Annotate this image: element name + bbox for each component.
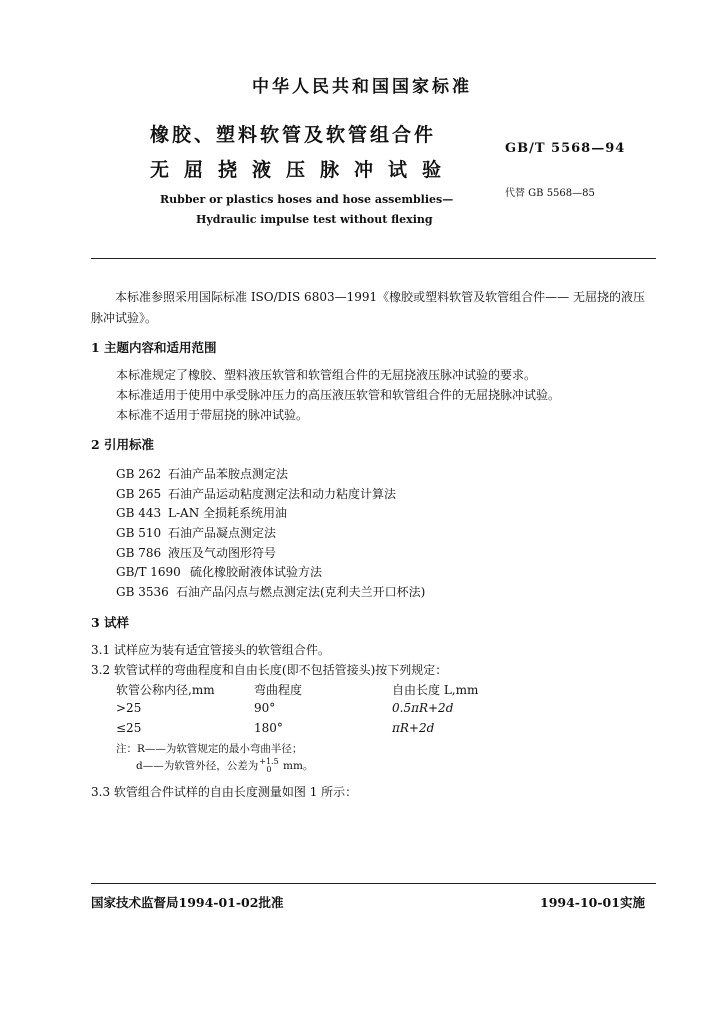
table-cell: 180°: [254, 721, 283, 735]
reference-code: GB 786: [116, 546, 162, 560]
reference-title: 石油产品闪点与燃点测定法(克利夫兰开口杯法): [176, 585, 426, 599]
reference-title: L-AN 全损耗系统用油: [168, 506, 288, 520]
footer-rule: [91, 883, 656, 884]
reference-code: GB 3536: [116, 585, 169, 599]
note-d-unit: mm。: [279, 760, 314, 772]
replaces-note: 代替 GB 5568—85: [505, 188, 595, 199]
implementation-date: 1994-10-01实施: [540, 895, 645, 910]
standard-number: GB/T 5568—94: [505, 141, 626, 156]
reference-title: 石油产品苯胺点测定法: [168, 467, 289, 481]
reference-title: 石油产品凝点测定法: [168, 526, 277, 540]
intro-paragraph: 本标准参照采用国际标准 ISO/DIS 6803—1991《橡胶或塑料软管及软管组合件—— 无屈挠的液压脉冲试验》。: [91, 290, 645, 325]
table-cell: πR+2d: [392, 721, 435, 735]
reference-title: 石油产品运动粘度测定法和动力粘度计算法: [168, 487, 397, 501]
reference-item: [116, 544, 276, 561]
reference-code: GB 443: [116, 506, 162, 520]
section1-heading: 1 主题内容和适用范围: [91, 340, 217, 355]
item-3-3: 3.3 软管组合件试样的自由长度测量如图 1 所示：: [91, 785, 358, 799]
table-header-length: 自由长度 L,mm: [392, 683, 479, 697]
section2-heading: 2 引用标准: [91, 437, 155, 452]
table-cell: ≤25: [116, 721, 142, 735]
reference-item: [116, 583, 425, 600]
table-cell: >25: [116, 701, 142, 715]
header-rule: [91, 258, 656, 259]
section1-line: 本标准规定了橡胶、塑料液压软管和软管组合件的无屈挠液压脉冲试验的要求。: [116, 368, 537, 382]
reference-item: [116, 504, 287, 521]
table-header-bend: 弯曲程度: [254, 683, 303, 697]
note-d-text: d——为软管外径，公差为: [136, 760, 259, 772]
reference-item: [116, 465, 288, 482]
approval-date: 国家技术监督局1994-01-02批准: [91, 895, 284, 910]
tolerance: [259, 758, 278, 774]
table-note-r: 注：R——为软管规定的最小弯曲半径；: [116, 743, 303, 755]
reference-item: [116, 524, 276, 541]
tolerance-lower: 0: [266, 765, 272, 774]
title-en-line1: Rubber or plastics hoses and hose assemblies—: [160, 193, 454, 206]
reference-item: [116, 485, 396, 502]
table-note-d: [136, 758, 313, 774]
reference-title: 硫化橡胶耐液体试验方法: [190, 565, 323, 579]
title-en-line2: Hydraulic impulse test without flexing: [196, 213, 433, 226]
table-header-diameter: 软管公称内径,mm: [116, 683, 215, 697]
item-3-1: 3.1 试样应为装有适宜管接头的软管组合件。: [91, 643, 330, 657]
table-cell: 90°: [254, 701, 276, 715]
reference-title: 液压及气动图形符号: [168, 546, 277, 560]
reference-code: GB 262: [116, 467, 162, 481]
reference-code: GB 510: [116, 526, 162, 540]
reference-item: [116, 563, 322, 580]
section1-line: 本标准不适用于带屈挠的脉冲试验。: [116, 408, 309, 422]
section3-heading: 3 试样: [91, 615, 130, 630]
section1-line: 本标准适用于使用中承受脉冲压力的高压液压软管和软管组合件的无屈挠脉冲试验。: [116, 388, 561, 402]
title-cn-line2: 无屈挠液压脉冲试验: [150, 159, 457, 181]
item-3-2: 3.2 软管试样的弯曲程度和自由长度(即不包括管接头)按下列规定：: [91, 663, 448, 677]
title-cn-line1: 橡胶、塑料软管及软管组合件: [150, 124, 437, 146]
tolerance-upper: +1.5: [259, 757, 279, 766]
reference-code: GB/T 1690: [116, 565, 181, 579]
national-standard-heading: 中华人民共和国国家标准: [252, 77, 472, 97]
reference-code: GB 265: [116, 487, 162, 501]
table-cell: 0.5πR+2d: [392, 701, 454, 715]
